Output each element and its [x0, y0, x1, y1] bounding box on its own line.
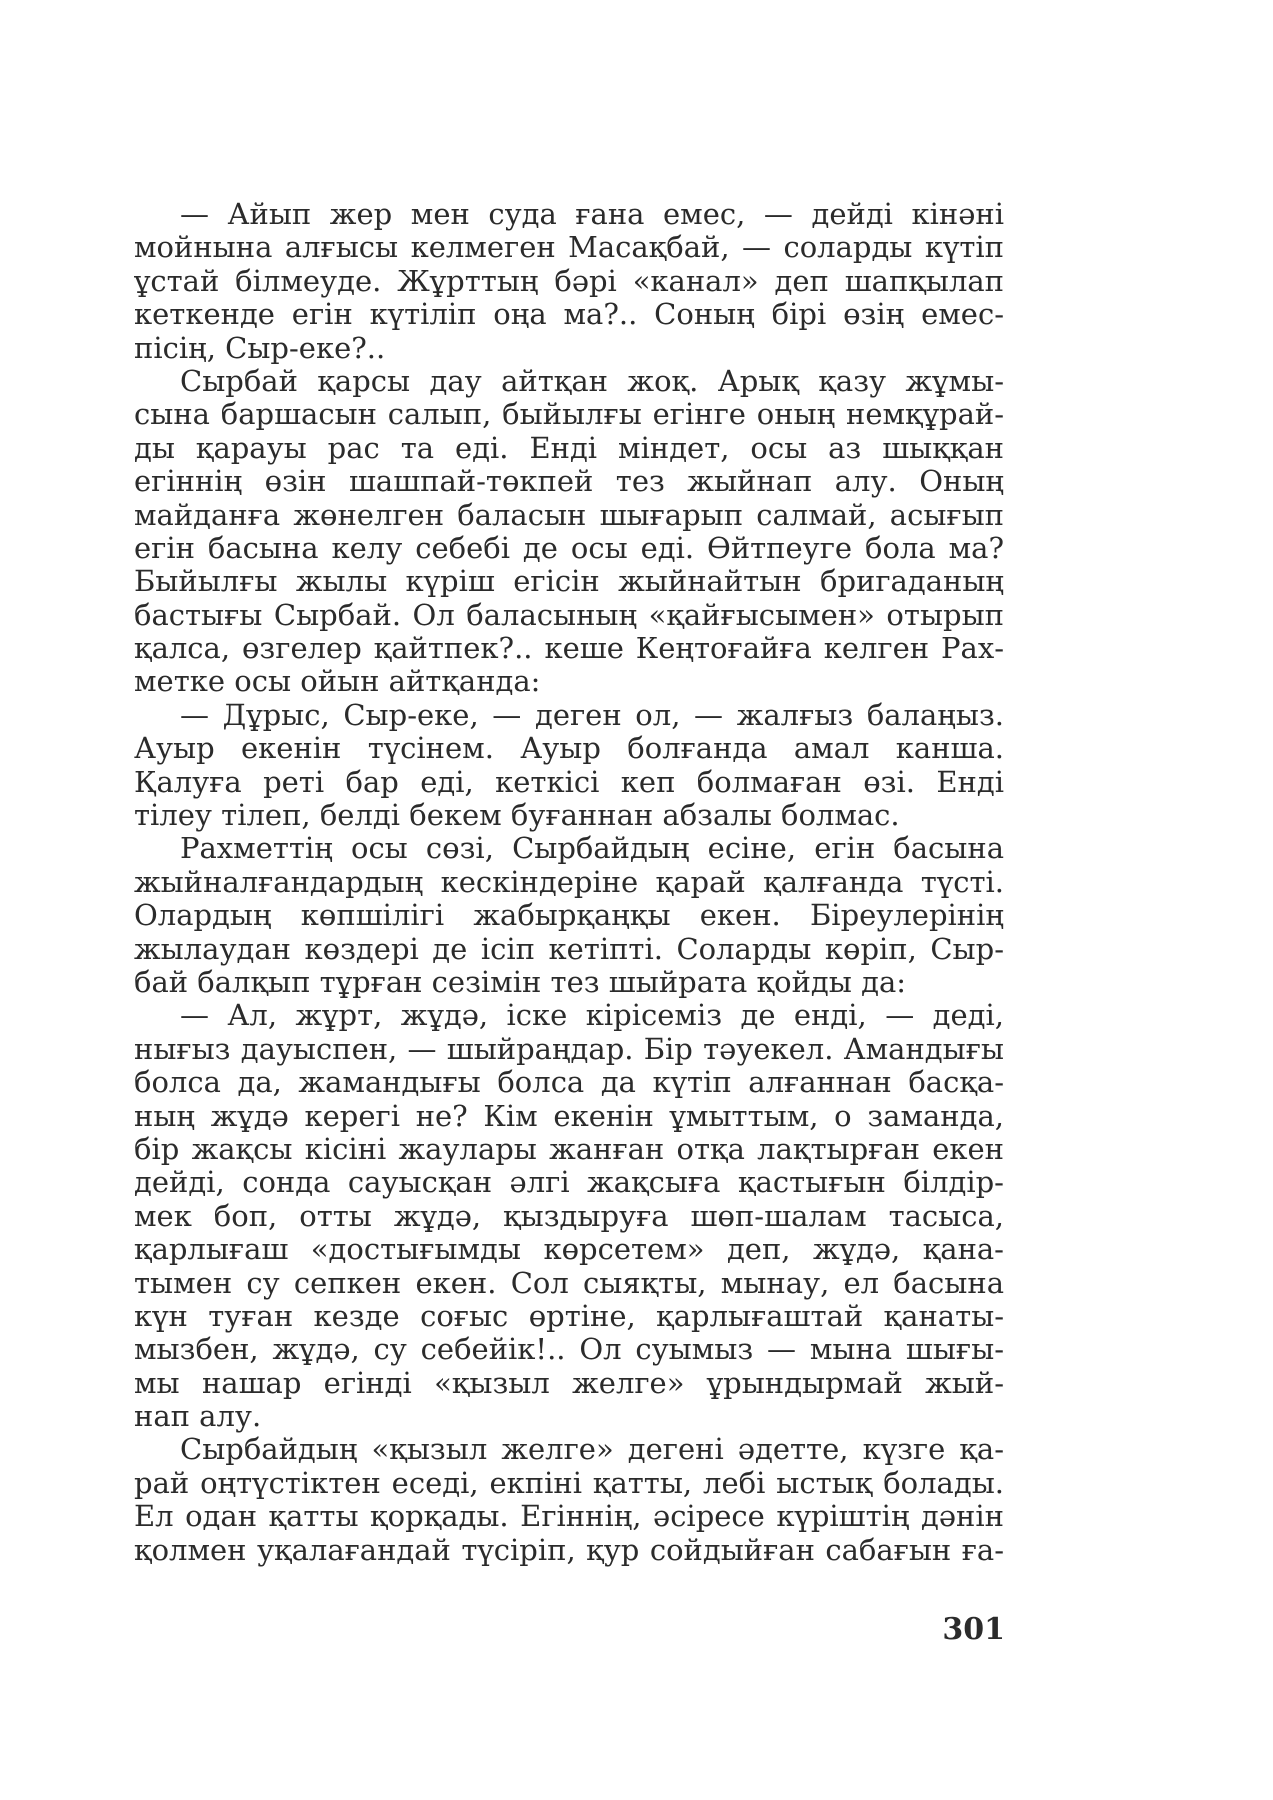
text-line: қолмен уқалағандай түсіріп, қур сойдыйған сабағын ға- — [134, 1533, 1004, 1567]
text-line: мек боп, отты жұдә, қыздыруға шөп-шалам тасыса, — [134, 1199, 1004, 1233]
text-line: метке осы ойын айтқанда: — [134, 665, 541, 699]
text-line: Ел одан қатты қорқады. Егіннің, әсіресе күріштің дәнін — [134, 1500, 1004, 1534]
text-line: бастығы Сырбай. Ол баласының «қайғысымен» отырып — [134, 598, 1004, 632]
text-line: мойнына алғысы келмеген Масақбай, — соларды күтіп — [134, 231, 1004, 265]
text-line: жылаудан көздері де ісіп кетіпті. Соларды көріп, Сыр- — [134, 932, 1004, 966]
text-line: пісің, Сыр-еке?.. — [134, 331, 386, 365]
text-line: Быйылғы жылы күріш егісін жыйнайтын бригаданың — [134, 565, 1004, 599]
text-line: нығыз дауыспен, — шыйраңдар. Бір тәуекел. Амандығы — [134, 1032, 1004, 1066]
text-line: сына баршасын салып, быйылғы егінге оның немқұрай- — [134, 398, 1004, 432]
text-line: егіннің өзін шашпай-төкпей тез жыйнап алу. Оның — [134, 465, 1004, 499]
text-line: ұстай білмеуде. Жұрттың бәрі «канал» деп шапқылап — [134, 264, 1004, 298]
text-line: бір жақсы кісіні жаулары жанған отқа лақтырған екен — [134, 1132, 1004, 1166]
text-line: майданға жөнелген баласын шығарып салмай, асығып — [134, 498, 1004, 532]
text-line: мы нашар егінді «қызыл желге» ұрындырмай жый- — [134, 1366, 1004, 1400]
text-line: — Дұрыс, Сыр-еке, — деген ол, — жалғыз балаңыз. — [180, 698, 1004, 732]
text-line: қалса, өзгелер қайтпек?.. кеше Кеңтоғайға келген Рах- — [134, 632, 1004, 666]
text-line: Сырбайдың «қызыл желге» дегені әдетте, күзге қа- — [180, 1433, 1004, 1467]
text-line: ның жұдә керегі не? Кім екенін ұмыттым, о заманда, — [134, 1099, 1004, 1133]
text-line: Қалуға реті бар еді, кеткісі кеп болмаған өзі. Енді — [134, 765, 1004, 799]
text-line: егін басына келу себебі де осы еді. Өйтпеуге бола ма? — [134, 531, 1004, 565]
text-line: тілеу тілеп, белді бекем буғаннан абзалы болмас. — [134, 799, 900, 833]
text-line: бай балқып тұрған сезімін тез шыйрата қойды да: — [134, 965, 906, 999]
text-line: — Ал, жұрт, жұдә, іске кірісеміз де енді, — деді, — [180, 999, 1004, 1033]
text-line: дейді, сонда сауысқан әлгі жақсыға қастығын білдір- — [134, 1166, 1004, 1200]
text-line: — Айып жер мен суда ғана емес, — дейді кінәні — [180, 198, 1004, 231]
page-number: 301 — [942, 1612, 1005, 1647]
text-line: ды қарауы рас та еді. Енді міндет, осы аз шыққан — [134, 431, 1004, 465]
text-line: Сырбай қарсы дау айтқан жоқ. Арық қазу жұмы- — [180, 364, 1004, 398]
text-line: Рахметтің осы сөзі, Сырбайдың есіне, егін басына — [180, 832, 1004, 866]
text-line: кеткенде егін күтіліп оңа ма?.. Соның бірі өзің емес- — [134, 298, 1004, 332]
text-line: болса да, жамандығы болса да күтіп алғаннан басқа- — [134, 1066, 1004, 1100]
text-line: мызбен, жұдә, су себейік!.. Ол суымыз — мына шығы- — [134, 1333, 1004, 1367]
text-line: Ауыр екенін түсінем. Ауыр болғанда амал канша. — [134, 732, 1004, 766]
text-line: жыйналғандардың кескіндеріне қарай қалғанда түсті. — [134, 865, 1004, 899]
body-text — [134, 198, 1004, 1567]
text-line: қарлығаш «достығымды көрсетем» деп, жұдә, қана- — [134, 1233, 1004, 1267]
text-line: нап алу. — [134, 1400, 262, 1434]
text-line: тымен су сепкен екен. Сол сыяқты, мынау, ел басына — [134, 1266, 1004, 1300]
text-line: рай оңтүстіктен еседі, екпіні қатты, лебі ыстық болады. — [134, 1466, 1004, 1500]
text-line: күн туған кезде соғыс өртіне, қарлығаштай қанаты- — [134, 1299, 1004, 1333]
text-line: Олардың көпшілігі жабырқаңқы екен. Біреулерінің — [134, 899, 1004, 933]
